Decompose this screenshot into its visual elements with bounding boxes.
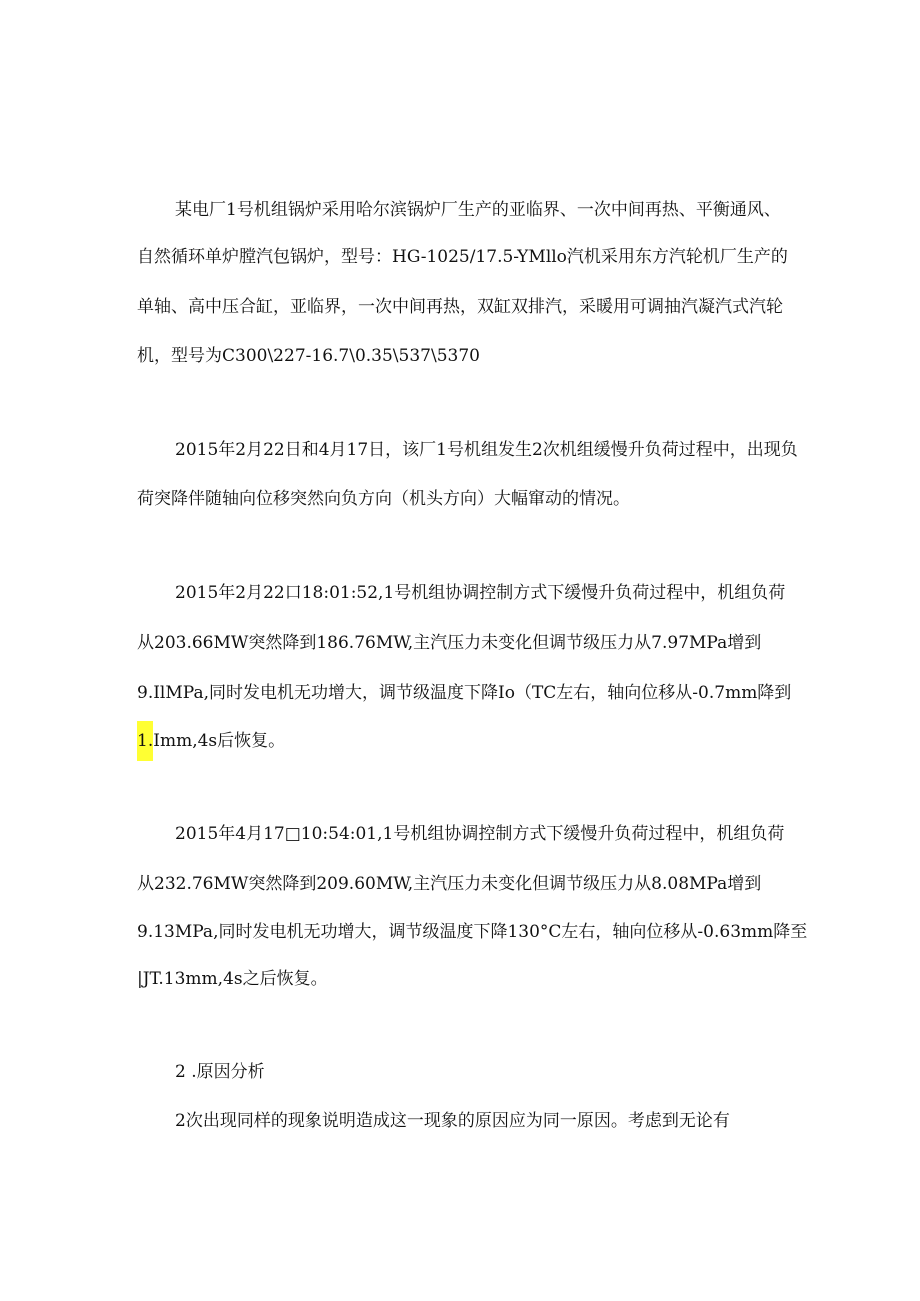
paragraph-4-line-2: 从232.76MW突然降到209.60MW,主汽压力未变化但调节级压力从8.08MPa增到 xyxy=(137,874,762,894)
paragraph-3-line-3: 9.IlMPa,同时发电机无功增大，调节级温度下降Io（TC左右，轴向位移从-0.7mm降到 xyxy=(137,683,792,703)
paragraph-1-line-2: 自然循环单炉膛汽包锅炉，型号：HG-1025/17.5-YMllo汽机采用东方汽轮机厂生产的 xyxy=(137,247,788,267)
paragraph-5-line-1: 2次出现同样的现象说明造成这一现象的原因应为同一原因。考虑到无论有 xyxy=(175,1111,730,1131)
paragraph-4-line-4: |JT.13mm,4s之后恢复。 xyxy=(137,969,328,989)
paragraph-3-line-4-rest: Imm,4s后恢复。 xyxy=(153,731,286,751)
paragraph-1-line-1: 某电厂1号机组锅炉采用哈尔滨锅炉厂生产的亚临界、一次中间再热、平衡通风、 xyxy=(175,200,781,220)
section-heading: 2 .原因分析 xyxy=(175,1062,265,1082)
paragraph-4-line-3: 9.13MPa,同时发电机无功增大，调节级温度下降130°C左右，轴向位移从-0.63mm降至 xyxy=(137,922,808,942)
highlighted-text: 1. xyxy=(137,721,153,761)
paragraph-3-line-4 xyxy=(137,729,285,753)
paragraph-4-line-1: 2015年4月17□10:54:01,1号机组协调控制方式下缓慢升负荷过程中，机组负荷 xyxy=(175,824,785,844)
paragraph-3-line-1: 2015年2月22口18:01:52,1号机组协调控制方式下缓慢升负荷过程中，机组负荷 xyxy=(175,583,786,603)
paragraph-1-line-4: 机，型号为C300\227-16.7\0.35\537\5370 xyxy=(137,346,480,366)
paragraph-3-line-2: 从203.66MW突然降到186.76MW,主汽压力未变化但调节级压力从7.97MPa增到 xyxy=(137,633,762,653)
paragraph-1-line-3: 单轴、高中压合缸，亚临界，一次中间再热，双缸双排汽，采暖用可调抽汽凝汽式汽轮 xyxy=(137,297,783,317)
paragraph-2-line-1: 2015年2月22日和4月17日，该厂1号机组发生2次机组缓慢升负荷过程中，出现负 xyxy=(175,440,798,460)
paragraph-2-line-2: 荷突降伴随轴向位移突然向负方向（机头方向）大幅窜动的情况。 xyxy=(137,489,630,509)
